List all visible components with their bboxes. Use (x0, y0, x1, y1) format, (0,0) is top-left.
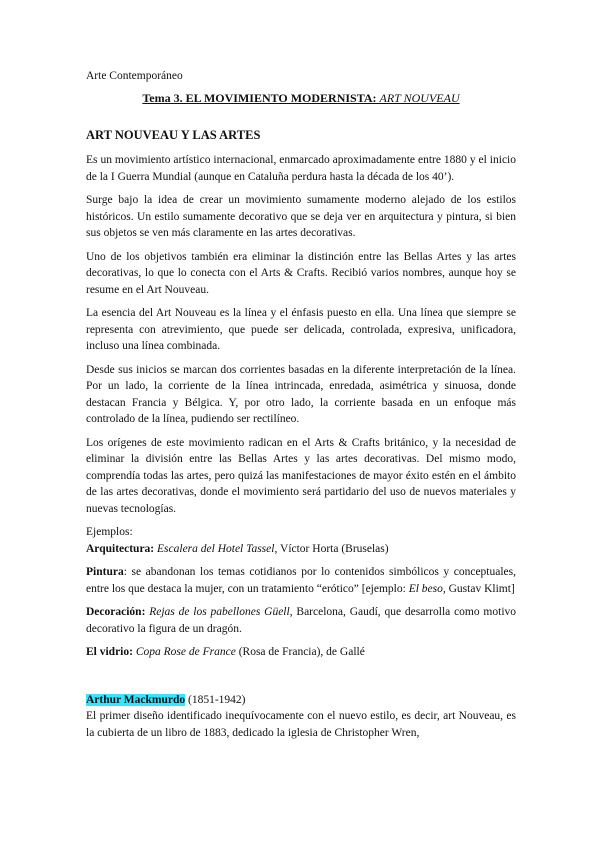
example-arquitectura (86, 541, 516, 558)
example-rest: , Barcelona, Gaudí, que desarrolla como motivo decorativo la figura de un dragón. (86, 606, 517, 635)
example-label: Decoración: (86, 606, 146, 618)
paragraph: Es un movimiento artístico internacional, enmarcado aproximadamente entre 1880 y el inicio de la I Guerra Mundial (aunque en Cataluña perdura hasta la década de los 40’). (86, 154, 516, 183)
artist-years: (1851-1942) (185, 693, 246, 706)
example-work: El beso, (408, 582, 446, 595)
artist-paragraph: El primer diseño identificado inequívocamente con el nuevo estilo, es decir, art Nouveau, es la cubierta de un libro de 1883, dedicado la iglesia de Christopher Wren, (86, 710, 516, 739)
title-prefix: Tema 3. EL MOVIMIENTO MODERNISTA: (142, 91, 380, 105)
example-pintura (86, 564, 516, 597)
example-work: Copa Rose de France (135, 646, 236, 658)
examples-intro: Ejemplos: (86, 526, 133, 538)
example-rest: (Rosa de Francia), de Gallé (235, 646, 365, 658)
example-vidrio (86, 644, 516, 661)
paragraph: La esencia del Art Nouveau es la línea y el énfasis puesto en ella. Una línea que siempre se representa con atrevimiento, que puede ser delicada, controlada, expresiva, unificadora, incluso una línea combinada. (86, 307, 516, 352)
example-decoracion (86, 604, 516, 637)
example-text: : se abandonan los temas cotidianos por lo contenidos simbólicos y conceptuales, entre los que destaca la mujer, con un tratamiento “erótico” [ejemplo: (86, 566, 516, 595)
example-label: El vidrio: (86, 646, 133, 658)
paragraph: Los orígenes de este movimiento radican en el Arts & Crafts británico, y la necesidad de eliminar la división entre las Bellas Artes y las artes decorativas. Del mismo modo, comprendía todas las artes, pero quizá las manifestaciones de mayor éxito estén en el ámbito de las artes decorativas, donde el movimiento será partidario del uso de nuevos materiales y nuevas tecnologías. (86, 436, 516, 515)
example-label: Pintura (86, 566, 124, 578)
paragraph: Surge bajo la idea de crear un movimiento sumamente moderno alejado de los estilos históricos. Un estilo sumamente decorativo que se deja ver en arquitectura y pintura, si bien sus objetos se ven más claramente en las artes decorativas. (86, 194, 516, 239)
course-header: Arte Contemporáneo (86, 70, 183, 82)
paragraph: Desde sus inicios se marcan dos corrientes basadas en la diferente interpretación de la línea. Por un lado, la corriente de la línea intrincada, enredada, asimétrica y sinuosa, donde destacan Francia y Bélgica. Y, por otro lado, la corriente basada en un enfoque más controlado de la línea, pudiendo ser rectilíneo. (86, 363, 516, 425)
paragraph: Uno de los objetivos también era eliminar la distinción entre las Bellas Artes y las artes decorativas, lo que lo conecta con el Arts & Crafts. Recibió varios nombres, aunque hoy se resume en el Art Nouveau. (86, 250, 516, 296)
example-work: Escalera del Hotel Tassel (157, 542, 275, 555)
artist-name-highlight: Arthur Mackmurdo (86, 693, 186, 706)
artist-heading (86, 692, 516, 709)
title-italic: ART NOUVEAU (379, 91, 460, 105)
document-page (86, 70, 516, 748)
section-title: ART NOUVEAU Y LAS ARTES (86, 128, 261, 142)
page-title (86, 91, 516, 106)
example-rest: , Víctor Horta (Bruselas) (274, 542, 389, 555)
example-work: Rejas de los pabellones Güell (149, 606, 290, 618)
example-rest: Gustav Klimt] (445, 582, 515, 595)
example-label: Arquitectura: (86, 542, 155, 555)
spacer (86, 668, 516, 692)
